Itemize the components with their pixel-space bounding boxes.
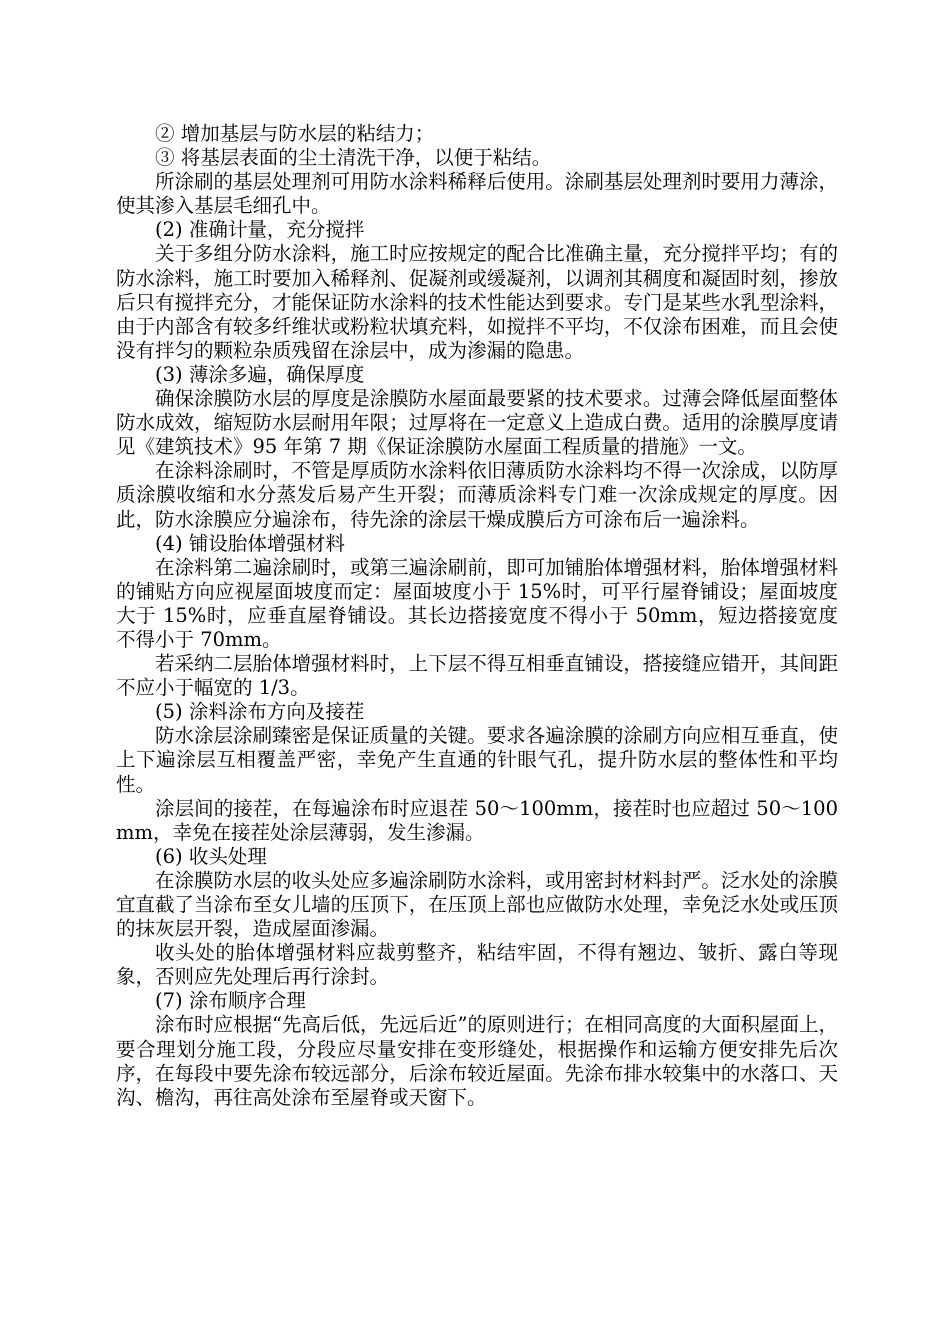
body-paragraph: 关于多组分防水涂料，施工时应按规定的配合比准确主量，充分搅拌平均；有的防水涂料，施工时要加入稀释剂、促凝剂或缓凝剂，以调剂其稠度和凝固时刻，掺放后只有搅拌充分，才能保证防水涂料的技术性能达到要求。专门是某些水乳型涂料，由于内部含有较多纤维状或粉粒状填充料，如搅拌不平均，不仅涂布困难，而且会使没有拌匀的颗粒杂质残留在涂层中，成为渗漏的隐患。: [116, 242, 838, 362]
section-heading: (7) 涂布顺序合理: [155, 989, 306, 1013]
section-heading: (5) 涂料涂布方向及接茬: [155, 700, 365, 724]
body-paragraph: 在涂膜防水层的收头处应多遍涂刷防水涂料，或用密封材料封严。泛水处的涂膜宜直截了当涂布至女儿墙的压顶下，在压顶上部也应做防水处理，幸免泛水处或压顶的抹灰层开裂，造成屋面渗漏。: [116, 868, 838, 941]
list-item: ③ 将基层表面的尘土清洗干净，以便于粘结。: [155, 146, 552, 170]
list-item: ② 增加基层与防水层的粘结力；: [155, 122, 435, 145]
body-paragraph: 若采纳二层胎体增强材料时，上下层不得互相垂直铺设，搭接缝应错开，其间距不应小于幅宽的 1/3。: [116, 652, 838, 700]
document-body: [116, 122, 838, 1110]
section-heading: (2) 准确计量，充分搅拌: [155, 218, 365, 242]
body-paragraph: 在涂料第二遍涂刷时，或第三遍涂刷前，即可加铺胎体增强材料，胎体增强材料的铺贴方向应视屋面坡度而定：屋面坡度小于 15%时，可平行屋脊铺设；屋面坡度大于 15%时，应垂直屋脊铺设。其长边搭接宽度不得小于 50mm，短边搭接宽度不得小于 70mm。: [116, 555, 838, 651]
section-heading: (4) 铺设胎体增强材料: [155, 531, 345, 555]
body-paragraph: 所涂刷的基层处理剂可用防水涂料稀释后使用。涂刷基层处理剂时要用力薄涂，使其渗入基层毛细孔中。: [116, 170, 838, 218]
body-paragraph: 防水涂层涂刷臻密是保证质量的关键。要求各遍涂膜的涂刷方向应相互垂直，使上下遍涂层互相覆盖严密，幸免产生直通的针眼气孔，提升防水层的整体性和平均性。: [116, 724, 838, 796]
section-heading: (3) 薄涂多遍，确保厚度: [155, 362, 365, 386]
body-paragraph: 确保涂膜防水层的厚度是涂膜防水屋面最要紧的技术要求。过薄会降低屋面整体防水成效，缩短防水层耐用年限；过厚将在一定意义上造成白费。适用的涂膜厚度请见《建筑技术》95 年第 7 期《保证涂膜防水屋面工程质量的措施》一文。: [116, 387, 838, 459]
body-paragraph: 在涂料涂刷时，不管是厚质防水涂料依旧薄质防水涂料均不得一次涂成，以防厚质涂膜收缩和水分蒸发后易产生开裂；而薄质涂料专门难一次涂成规定的厚度。因此，防水涂膜应分遍涂布，待先涂的涂层干燥成膜后方可涂布后一遍涂料。: [116, 459, 838, 531]
section-heading: (6) 收头处理: [155, 844, 267, 868]
body-paragraph: 收头处的胎体增强材料应裁剪整齐，粘结牢固，不得有翘边、皱折、露白等现象，否则应先处理后再行涂封。: [116, 941, 838, 989]
body-paragraph: 涂层间的接茬，在每遍涂布时应退茬 50～100mm，接茬时也应超过 50～100mm，幸免在接茬处涂层薄弱，发生渗漏。: [116, 796, 838, 844]
body-paragraph: 涂布时应根据“先高后低，先远后近”的原则进行；在相同高度的大面积屋面上，要合理划分施工段，分段应尽量安排在变形缝处，根据操作和运输方便安排先后次序，在每段中要先涂布较远部分，后涂布较近屋面。先涂布排水较集中的水落口、天沟、檐沟，再往高处涂布至屋脊或天窗下。: [116, 1013, 838, 1109]
